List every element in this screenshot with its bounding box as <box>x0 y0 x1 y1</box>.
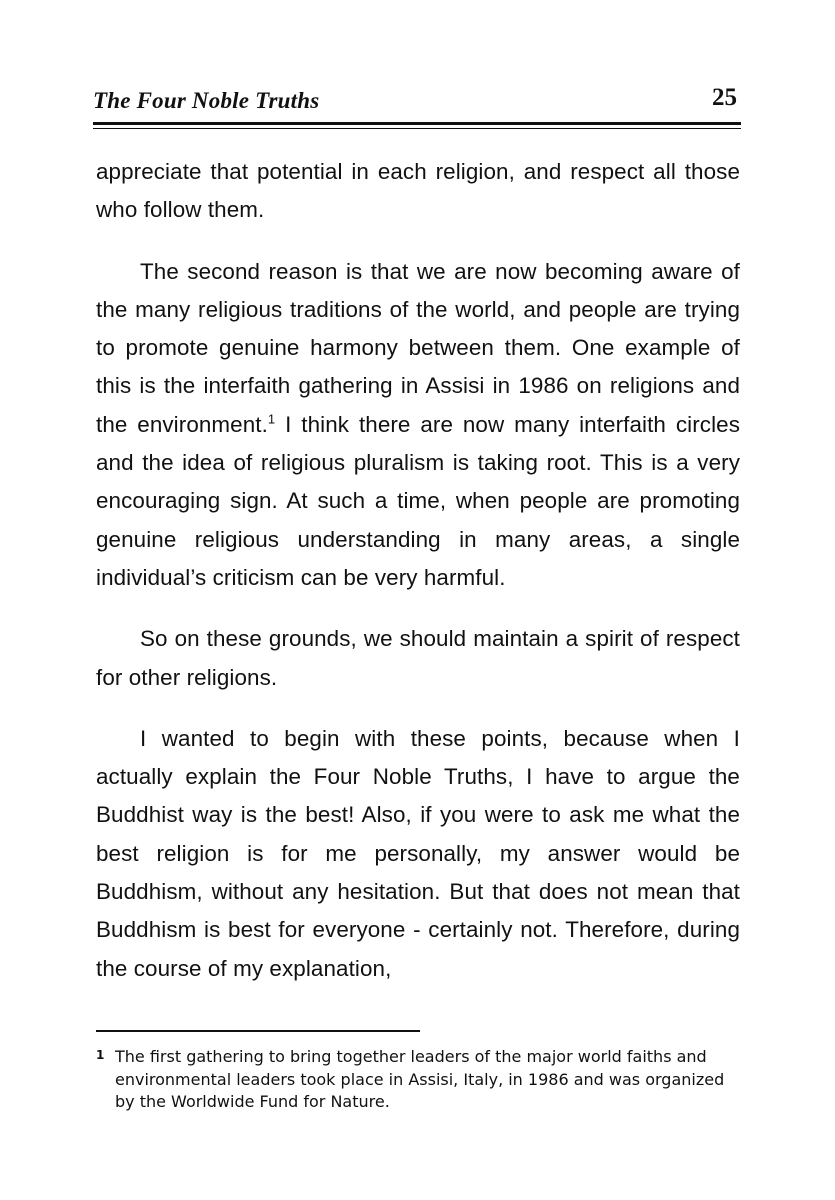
footnote <box>96 1046 744 1114</box>
header-rule-thick <box>93 122 741 125</box>
footnote-reference: 1 <box>267 411 276 427</box>
footnote-rule <box>96 1030 420 1032</box>
footnote-text: The first gathering to bring together leaders of the major world faiths and environmental leaders took place in Assisi, Italy, in 1986 and was organized by the Worldwide Fund for Nature. <box>115 1047 725 1111</box>
body-text <box>96 153 740 988</box>
paragraph-text-part: I think there are now many interfaith circles and the idea of religious pluralism is taking root. This is a very encouraging sign. At such a time, when people are promoting genuine religious understanding in many areas, a single individual’s criticism can be very harmful. <box>96 411 740 590</box>
paragraph-begin-points: I wanted to begin with these points, because when I actually explain the Four Noble Truths, I have to argue the Buddhist way is the best! Also, if you were to ask me what the best religion is for me personally, my answer would be Buddhism, without any hesitation. But that does not mean that Buddhism is best for everyone - certainly not. Therefore, during the course of my explanation, <box>96 725 740 981</box>
paragraph-respect: So on these grounds, we should maintain a spirit of respect for other religions. <box>96 626 740 690</box>
paragraph-continuation: appreciate that potential in each religion, and respect all those who follow them. <box>96 159 740 223</box>
running-title: The Four Noble Truths <box>93 88 320 113</box>
running-head <box>93 84 741 120</box>
paragraph-second-reason <box>96 253 740 598</box>
page-number: 25 <box>712 84 737 111</box>
footnote-marker: 1 <box>96 1048 105 1062</box>
header-rule-thin <box>93 128 741 129</box>
paragraph-text-part: The second reason is that we are now becoming aware of the many religious traditions of the world, and people are trying to promote genuine harmony between them. One example of this is the interfaith gathering in Assisi in 1986 on religions and the environment. <box>96 258 740 437</box>
